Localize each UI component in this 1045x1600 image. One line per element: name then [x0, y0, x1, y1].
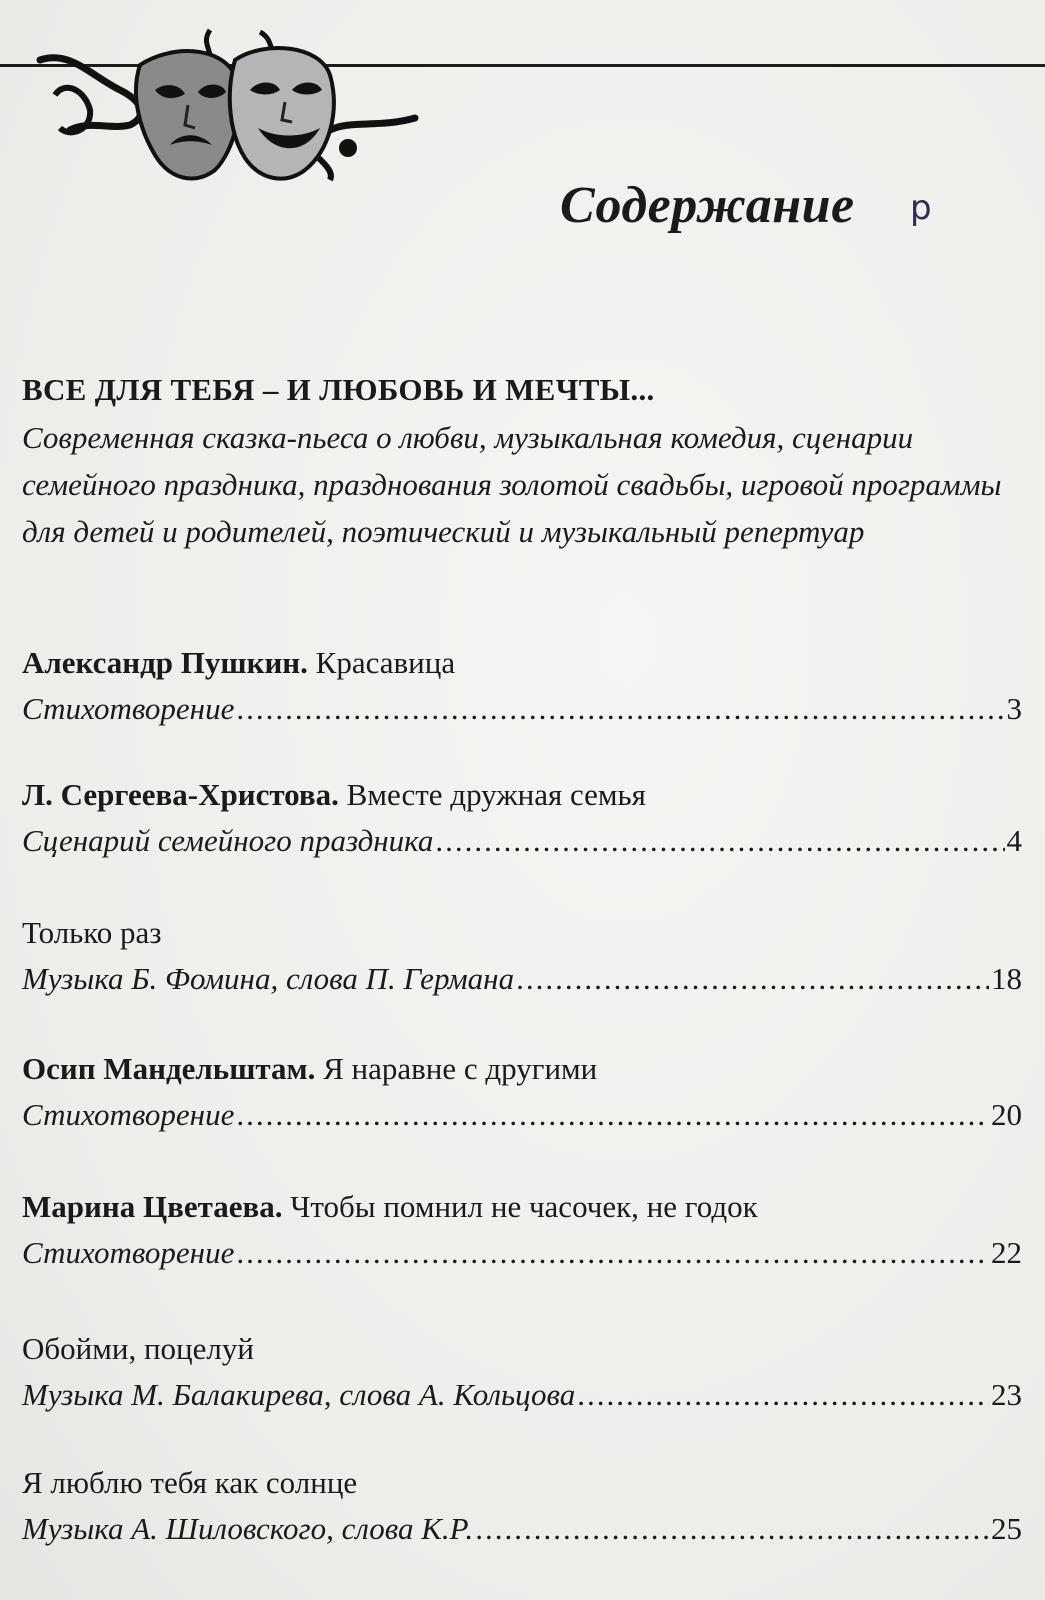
entry-description: Музыка Б. Фомина, слова П. Германа — [22, 961, 515, 996]
entry-page-number: 18 — [991, 961, 1022, 996]
handwritten-mark: р — [910, 188, 932, 228]
entry-subline — [22, 956, 1022, 1002]
entry-title-line — [22, 772, 1022, 818]
entry-title: Чтобы помнил не часочек, не годок — [290, 1189, 758, 1224]
entry-author: Александр Пушкин. — [22, 645, 308, 680]
leader-dots — [236, 1230, 989, 1276]
leader-dots — [516, 956, 989, 1002]
toc-entry — [22, 1326, 1022, 1418]
entry-description: Сценарий семейного праздника — [22, 823, 434, 858]
entry-title: Обойми, поцелуй — [22, 1331, 254, 1366]
entry-author: Марина Цветаева. — [22, 1189, 283, 1224]
leader-dots — [475, 1506, 989, 1552]
entry-page-number: 22 — [991, 1235, 1022, 1270]
entry-title-line — [22, 1326, 1022, 1372]
entry-subline — [22, 1372, 1022, 1418]
entry-title-line — [22, 1046, 1022, 1092]
entry-title: Я люблю тебя как солнце — [22, 1465, 358, 1500]
leader-dots — [435, 818, 1004, 864]
leader-dots — [236, 686, 1004, 732]
toc-entry — [22, 1046, 1022, 1138]
toc-entry — [22, 1460, 1022, 1552]
entry-title: Вместе дружная семья — [346, 777, 646, 812]
entry-page-number: 20 — [991, 1097, 1022, 1132]
section-description: Современная сказка-пьеса о любви, музыкальная комедия, сценарии семейного праздника, празднования золотой свадьбы, игровой программы для детей и родителей, поэтический и музыкальный репертуар — [22, 420, 1002, 549]
entry-subline — [22, 1230, 1022, 1276]
entry-title: Красавица — [315, 645, 456, 680]
entry-description: Музыка А. Шиловского, слова К.Р. — [22, 1511, 474, 1546]
entry-title-line — [22, 910, 1022, 956]
theatre-masks-icon — [30, 20, 430, 190]
toc-entry — [22, 910, 1022, 1002]
entry-page-number: 3 — [1006, 691, 1022, 726]
entry-subline — [22, 1506, 1022, 1552]
section-heading: ВСЕ ДЛЯ ТЕБЯ – И ЛЮБОВЬ И МЕЧТЫ... — [22, 372, 655, 407]
leader-dots — [577, 1372, 989, 1418]
leader-dots — [236, 1092, 989, 1138]
entry-page-number: 25 — [991, 1511, 1022, 1546]
toc-entry — [22, 1184, 1022, 1276]
entry-author: Осип Мандельштам. — [22, 1051, 316, 1086]
entry-description: Стихотворение — [22, 1235, 235, 1270]
entry-title: Только раз — [22, 915, 162, 950]
toc-entry — [22, 640, 1022, 732]
entry-title-line — [22, 1460, 1022, 1506]
entry-subline — [22, 1092, 1022, 1138]
entry-description: Стихотворение — [22, 1097, 235, 1132]
entry-title-line — [22, 640, 1022, 686]
entry-subline — [22, 818, 1022, 864]
entry-description: Стихотворение — [22, 691, 235, 726]
entry-page-number: 23 — [991, 1377, 1022, 1412]
entry-author: Л. Сергеева-Христова. — [22, 777, 339, 812]
entry-page-number: 4 — [1006, 823, 1022, 858]
entry-title: Я наравне с другими — [323, 1051, 598, 1086]
entry-description: Музыка М. Балакирева, слова А. Кольцова — [22, 1377, 576, 1412]
toc-entry — [22, 772, 1022, 864]
page-title: Содержание — [560, 177, 855, 234]
entry-subline — [22, 686, 1022, 732]
entry-title-line — [22, 1184, 1022, 1230]
